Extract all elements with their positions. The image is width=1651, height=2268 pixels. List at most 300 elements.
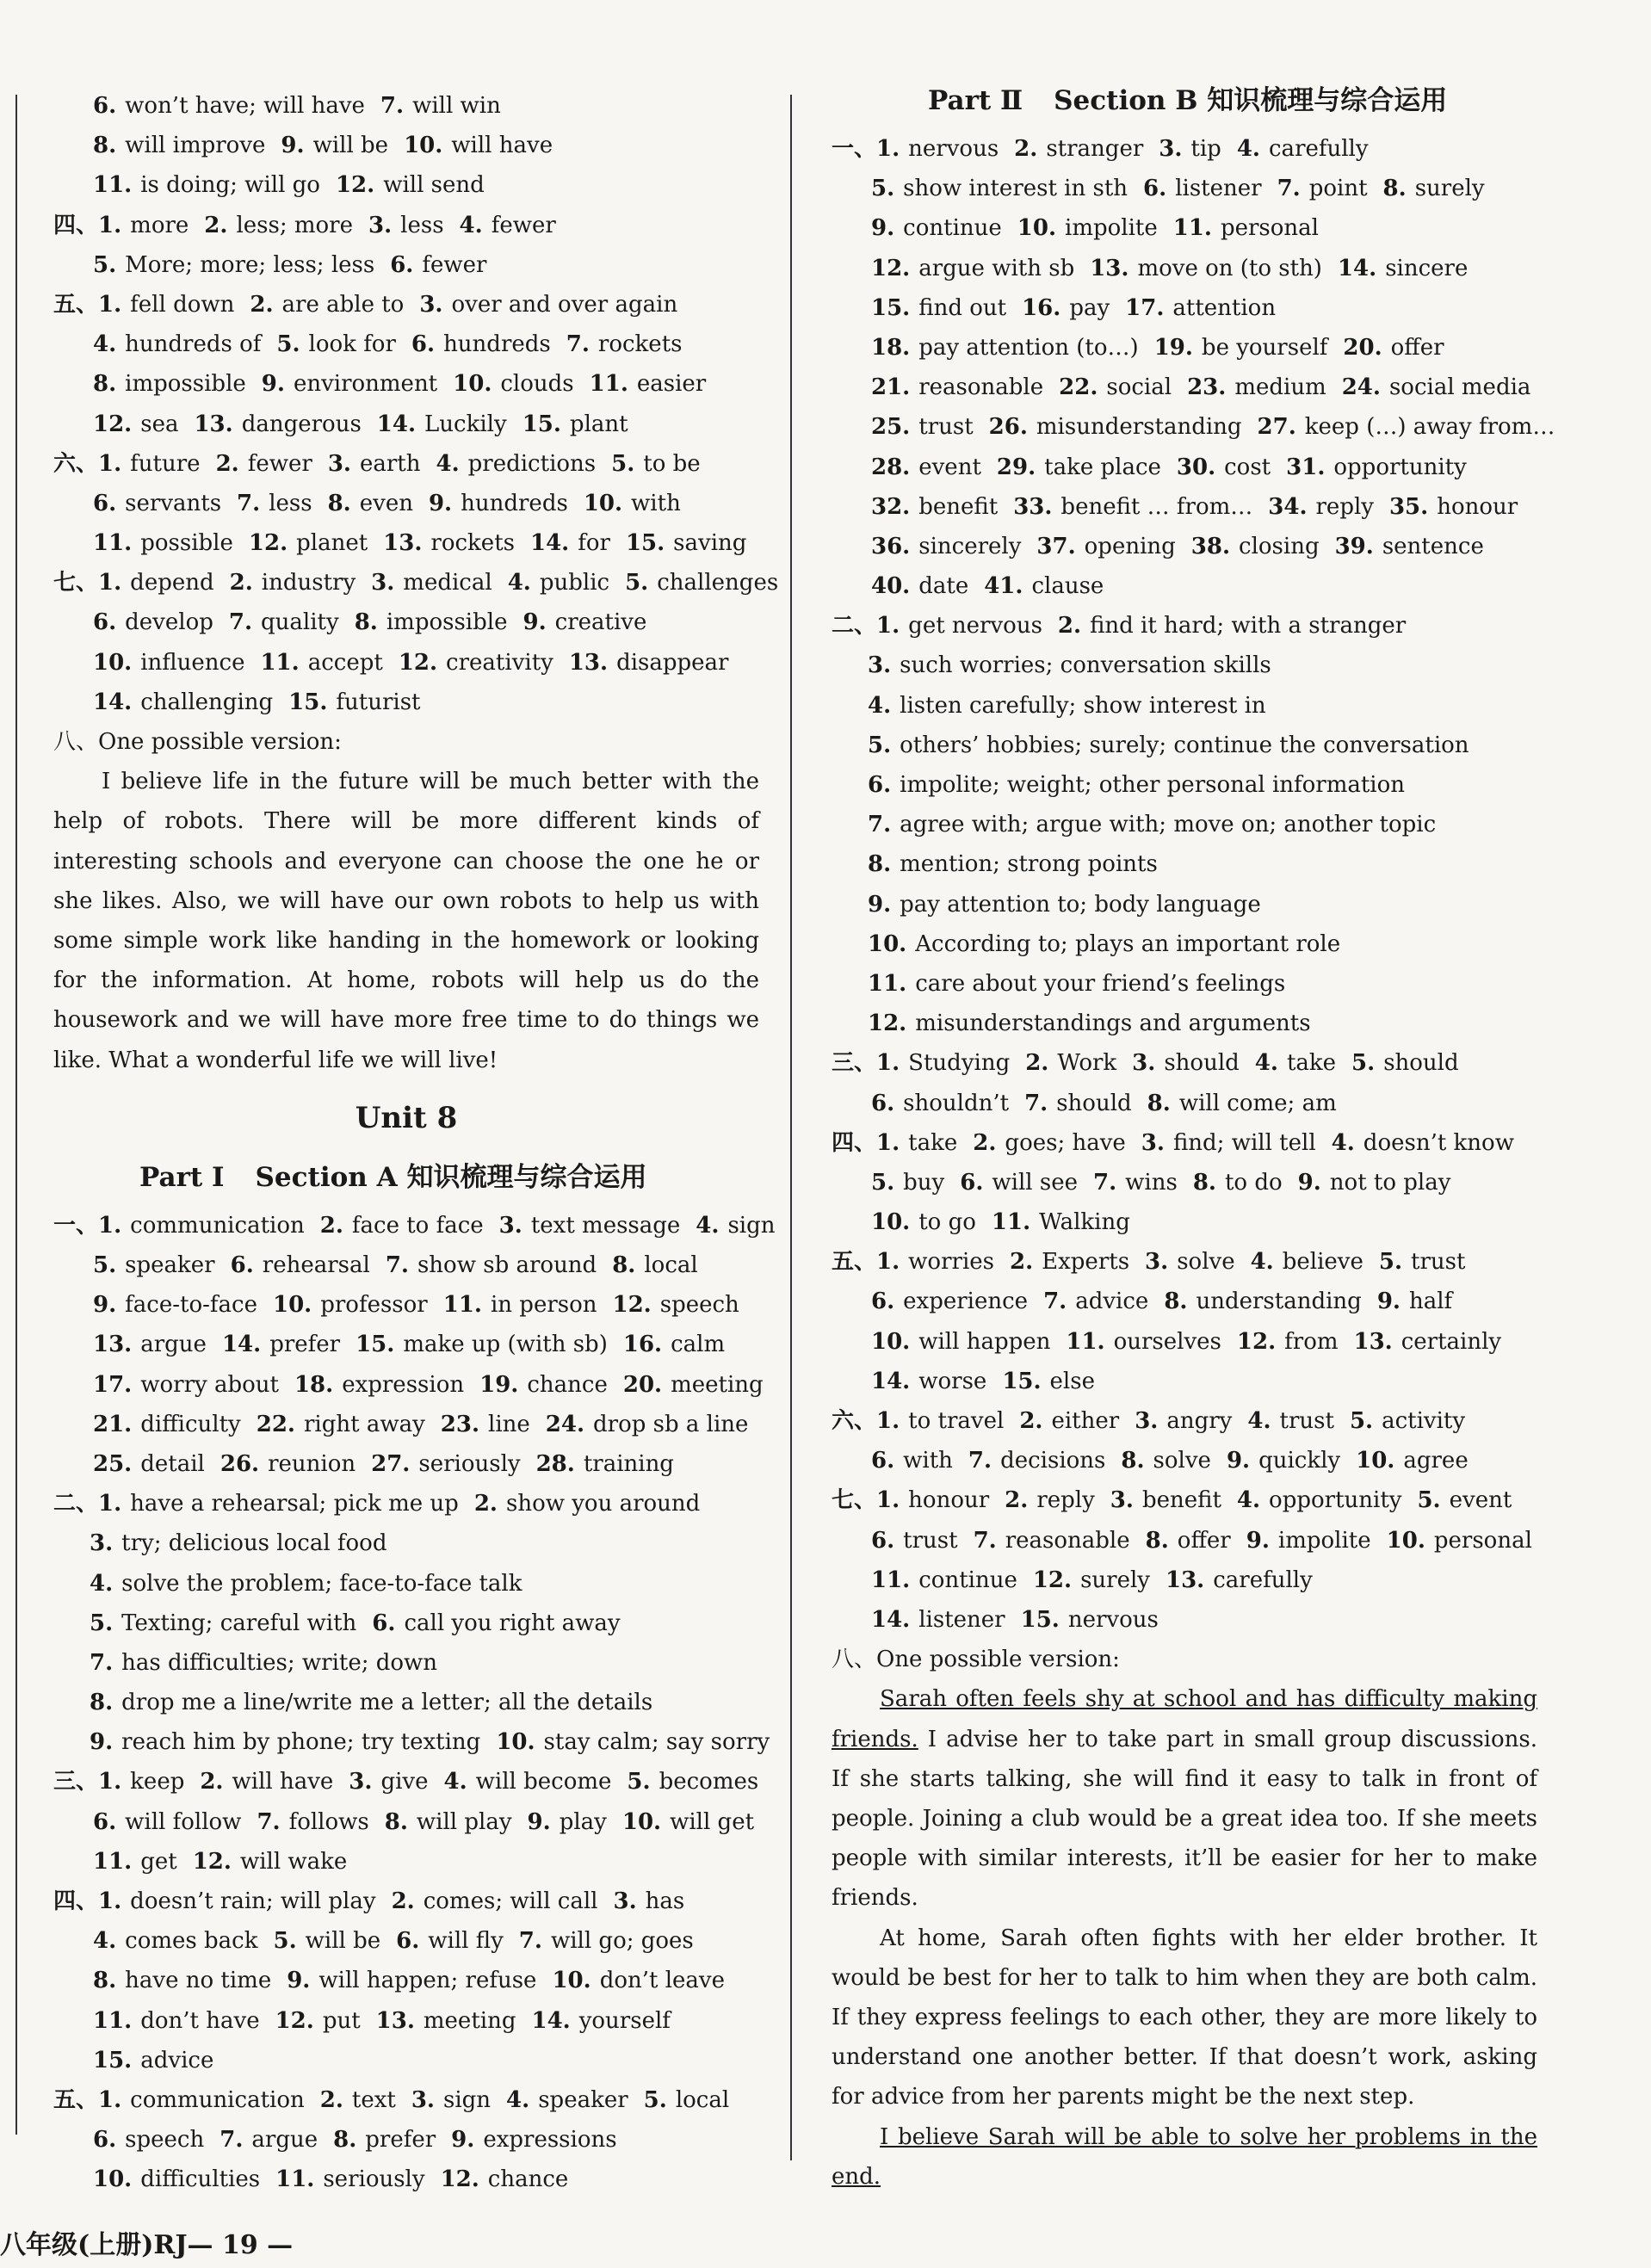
- answer-text: will wake: [239, 1848, 348, 1875]
- answer-item: [444, 1769, 612, 1795]
- answer-number: 8.: [1147, 1090, 1171, 1116]
- answer-item: [93, 689, 273, 715]
- answer-item: [1268, 494, 1374, 520]
- answer-text: benefit: [918, 493, 999, 520]
- answer-number: 12.: [612, 1292, 652, 1319]
- answer-line: [53, 2080, 759, 2120]
- answer-text: line: [488, 1411, 530, 1437]
- answer-number: 2.: [229, 570, 253, 596]
- answer-number: 8.: [93, 1968, 117, 1994]
- answer-text: to be: [643, 450, 701, 477]
- answer-line: [832, 368, 1537, 407]
- answer-item: [960, 1170, 1078, 1196]
- answer-text: keep (…) away from…: [1304, 414, 1555, 441]
- answer-item: [1025, 1050, 1116, 1076]
- answer-item: [876, 136, 999, 162]
- answer-number: 16.: [1022, 294, 1061, 321]
- answer-text: possible: [140, 530, 233, 557]
- answer-text: argue: [140, 1332, 207, 1358]
- answer-item: [419, 292, 677, 318]
- answer-number: 15.: [1002, 1368, 1042, 1394]
- answer-text: won’t have; will have: [125, 93, 365, 119]
- answer-item: [1043, 1288, 1148, 1314]
- answer-number: 3.: [1159, 136, 1183, 162]
- answer-text: dangerous: [241, 411, 362, 437]
- answer-item: [90, 1571, 523, 1597]
- left-margin-rule: [15, 95, 17, 2135]
- answer-item: [1002, 1369, 1095, 1394]
- answer-text: face to face: [351, 1212, 484, 1239]
- answer-item: [93, 411, 178, 437]
- answer-text: will happen: [918, 1328, 1051, 1355]
- answer-item: [519, 1928, 694, 1954]
- answer-item: [1059, 374, 1172, 400]
- answer-item: [377, 411, 507, 437]
- answer-text: others’ hobbies; surely; continue the conversation: [900, 732, 1469, 758]
- answer-item: [273, 1292, 428, 1318]
- answer-item: [868, 892, 1261, 918]
- answer-number: 2.: [204, 212, 228, 238]
- answer-text: text: [351, 2086, 396, 2113]
- answer-number: 15.: [871, 294, 911, 321]
- answer-number: 3.: [1145, 1249, 1169, 1276]
- answer-item: [876, 613, 1042, 639]
- answer-text: sincerely: [918, 533, 1022, 559]
- answer-item: [984, 573, 1104, 599]
- answer-text: medium: [1234, 374, 1326, 401]
- answer-item: [90, 1690, 652, 1715]
- answer-text: rockets: [430, 530, 515, 557]
- answer-number: 1.: [876, 1487, 900, 1514]
- answer-text: give: [380, 1769, 429, 1795]
- answer-line: [832, 1202, 1537, 1242]
- answer-line: [53, 1444, 759, 1484]
- answer-item: [220, 1451, 356, 1477]
- answer-number: 7.: [1043, 1288, 1067, 1315]
- answer-item: [276, 331, 396, 357]
- answer-item: [1066, 1329, 1221, 1355]
- answer-number: 6.: [93, 1808, 117, 1835]
- answer-item: [93, 1968, 271, 1993]
- answer-number: 9.: [428, 490, 453, 516]
- answer-item: [355, 609, 508, 635]
- answer-number: 9.: [871, 215, 895, 242]
- answer-text: reasonable: [918, 374, 1044, 401]
- answer-number: 2.: [250, 291, 274, 318]
- answer-text: surely: [1080, 1567, 1150, 1593]
- answer-text: worse: [918, 1368, 987, 1394]
- answer-item: [1036, 534, 1175, 559]
- answer-text: impossible: [386, 609, 508, 636]
- answer-item: [1237, 1329, 1339, 1355]
- answer-item: [404, 133, 553, 158]
- answer-number: 9.: [1297, 1169, 1321, 1196]
- answer-line: [832, 1441, 1537, 1480]
- answer-number: 24.: [1341, 374, 1381, 401]
- answer-item: [451, 2127, 616, 2153]
- answer-text: speaker: [125, 1252, 215, 1278]
- answer-text: pay attention to; body language: [900, 891, 1261, 918]
- answer-text: opening: [1084, 533, 1176, 559]
- answer-text: creativity: [446, 649, 553, 676]
- answer-number: 2.: [973, 1129, 997, 1156]
- answer-line: [53, 1961, 759, 2000]
- answer-text: quickly: [1258, 1448, 1341, 1474]
- answer-number: 26.: [988, 414, 1028, 441]
- answer-item: [1173, 215, 1319, 241]
- answer-number: 11.: [1172, 215, 1212, 242]
- answer-item: [1193, 1170, 1283, 1196]
- answer-number: 22.: [1059, 374, 1098, 401]
- answer-number: 23.: [1187, 374, 1227, 401]
- answer-number: 28.: [535, 1450, 575, 1477]
- answer-number: 11.: [93, 172, 133, 199]
- answer-text: servants: [125, 490, 222, 516]
- answer-text: personal: [1433, 1527, 1532, 1554]
- answer-number: 5.: [276, 331, 300, 358]
- answer-item: [871, 494, 998, 520]
- answer-number: 12.: [335, 172, 375, 199]
- answer-item: [1014, 136, 1143, 162]
- answer-text: yourself: [578, 2007, 671, 2034]
- section-heading: [832, 72, 1537, 129]
- answer-text: prefer: [365, 2127, 436, 2154]
- answer-text: closing: [1239, 533, 1320, 559]
- answer-text: listen carefully; show interest in: [900, 692, 1266, 719]
- answer-item: [528, 1809, 607, 1835]
- answer-item: [1033, 1567, 1150, 1593]
- answer-number: 14.: [529, 530, 570, 557]
- answer-item: [93, 133, 265, 158]
- answer-item: [1343, 335, 1444, 361]
- answer-text: impolite; weight; other personal information: [900, 772, 1406, 798]
- answer-item: [93, 530, 233, 556]
- answer-text: will fly: [428, 1928, 504, 1955]
- answer-text: comes; will call: [423, 1888, 598, 1914]
- answer-number: 10.: [1017, 215, 1056, 242]
- answer-text: training: [583, 1450, 674, 1477]
- section-marker: 二、: [832, 613, 877, 640]
- answer-line: [832, 646, 1537, 685]
- answer-text: believe: [1282, 1249, 1363, 1276]
- answer-text: cost: [1224, 454, 1271, 480]
- answer-item: [376, 2008, 516, 2034]
- answer-number: 1.: [98, 212, 122, 238]
- answer-text: Studying: [908, 1050, 1011, 1077]
- answer-number: 5.: [868, 732, 892, 758]
- answer-item: [1143, 176, 1262, 201]
- answer-line: [53, 285, 759, 324]
- answer-number: 10.: [1386, 1527, 1425, 1554]
- answer-number: 10.: [583, 490, 623, 516]
- answer-number: 7.: [518, 1928, 542, 1955]
- answer-number: 17.: [93, 1371, 133, 1398]
- answer-line: [53, 603, 759, 642]
- answer-number: 4.: [1254, 1050, 1278, 1077]
- answer-text: comes back: [125, 1928, 258, 1955]
- answer-item: [871, 1288, 1028, 1314]
- answer-text: less: [400, 212, 444, 238]
- answer-number: 8.: [93, 133, 117, 159]
- answer-number: 2.: [215, 450, 239, 477]
- answer-item: [336, 172, 485, 198]
- answer-text: speaker: [538, 2086, 628, 2113]
- answer-text: impossible: [125, 371, 246, 398]
- answer-text: detail: [140, 1450, 205, 1477]
- section-title: Section B 知识梳理与综合运用: [1054, 85, 1448, 116]
- answer-text: has: [645, 1888, 685, 1914]
- answer-line: [832, 1480, 1537, 1520]
- answer-text: disappear: [616, 649, 729, 676]
- answer-item: [1332, 1130, 1514, 1156]
- answer-text: creative: [554, 609, 647, 636]
- essay-paragraph-3: [832, 2117, 1537, 2197]
- answer-lines: [53, 86, 779, 722]
- answer-text: benefit: [1141, 1487, 1221, 1514]
- answer-item: [93, 650, 244, 676]
- answer-item: [868, 652, 1271, 678]
- answer-text: to travel: [908, 1408, 1005, 1434]
- answer-text: event: [1449, 1487, 1512, 1514]
- answer-item: [93, 1372, 279, 1398]
- answer-line: [53, 1325, 759, 1364]
- answer-item: [90, 1650, 437, 1676]
- answer-item: [968, 1448, 1105, 1474]
- answer-text: has difficulties; write; down: [121, 1649, 438, 1676]
- answer-number: 11.: [868, 970, 907, 997]
- answer-item: [1132, 1050, 1240, 1076]
- page-footer: 八年级(上册)RJ— 19 —: [0, 2230, 294, 2260]
- answer-line: [53, 1365, 764, 1405]
- answer-item: [93, 2008, 260, 2034]
- answer-item: [584, 491, 681, 516]
- answer-line: [53, 206, 759, 245]
- answer-item: [871, 374, 1043, 400]
- answer-line: [832, 1362, 1537, 1401]
- answer-number: 5.: [627, 1769, 651, 1795]
- answer-text: with: [631, 490, 681, 516]
- answer-number: 8.: [90, 1690, 114, 1716]
- answer-number: 4.: [507, 570, 531, 596]
- answer-number: 25.: [871, 414, 911, 441]
- answer-number: 11.: [1066, 1328, 1105, 1355]
- answer-item: [390, 252, 486, 278]
- answer-text: Work: [1057, 1050, 1117, 1077]
- answer-text: fewer: [491, 212, 556, 238]
- answer-number: 22.: [256, 1411, 295, 1437]
- answer-line: [832, 885, 1537, 924]
- essay-underlined-conclusion: I believe Sarah will be able to solve her problems in the end.: [832, 2123, 1537, 2190]
- answer-text: solve: [1177, 1249, 1235, 1276]
- answer-number: 1.: [98, 1491, 122, 1517]
- answer-text: for: [578, 530, 610, 557]
- answer-text: Walking: [1039, 1209, 1130, 1236]
- answer-number: 8.: [93, 371, 117, 398]
- answer-number: 3.: [1132, 1050, 1156, 1077]
- answer-text: will happen; refuse: [318, 1968, 537, 1994]
- answer-text: will win: [412, 93, 501, 119]
- answer-item: [506, 2087, 628, 2113]
- answer-item: [93, 252, 374, 278]
- answer-item: [257, 1809, 368, 1835]
- answer-text: call you right away: [404, 1610, 621, 1636]
- answer-item: [1125, 295, 1276, 321]
- answer-item: [868, 812, 1436, 837]
- answer-item: [536, 1451, 674, 1477]
- answer-item: [871, 414, 974, 440]
- answer-item: [250, 292, 404, 318]
- answer-item: [281, 133, 388, 158]
- answer-number: 19.: [479, 1371, 519, 1398]
- answer-item: [1010, 1249, 1129, 1275]
- answer-text: angry: [1166, 1408, 1233, 1434]
- answer-number: 10.: [1356, 1448, 1395, 1474]
- answer-line: [832, 606, 1537, 646]
- answer-number: 19.: [1153, 334, 1193, 361]
- answer-line: [832, 1163, 1537, 1202]
- answer-number: 3.: [419, 291, 443, 318]
- answer-text: look for: [308, 331, 396, 358]
- answer-item: [871, 1528, 958, 1554]
- answer-number: 1.: [98, 291, 122, 318]
- answer-text: play: [559, 1808, 607, 1835]
- answer-item: [399, 650, 553, 676]
- answer-number: 6.: [871, 1090, 895, 1116]
- answer-text: stay calm; say sorry: [543, 1729, 770, 1756]
- answer-text: stranger: [1046, 136, 1144, 162]
- answer-text: listener: [1175, 176, 1262, 202]
- answer-item: [623, 1332, 725, 1357]
- answer-line: [832, 487, 1537, 527]
- answer-line: [832, 726, 1537, 765]
- answer-number: 2.: [1057, 613, 1082, 640]
- answer-item: [1246, 1528, 1371, 1554]
- answer-item: [1338, 256, 1468, 281]
- answer-text: tip: [1190, 136, 1221, 162]
- answer-line: [53, 405, 759, 444]
- answer-lines: [53, 1206, 776, 2200]
- answer-text: have a rehearsal; pick me up: [130, 1491, 459, 1517]
- answer-number: 7.: [973, 1527, 997, 1554]
- answer-text: personal: [1220, 215, 1319, 242]
- answer-text: either: [1051, 1408, 1120, 1434]
- answer-text: get: [140, 1848, 177, 1875]
- answer-text: prefer: [269, 1332, 341, 1358]
- answer-number: 10.: [453, 371, 492, 398]
- answer-number: 3.: [411, 2086, 435, 2113]
- answer-text: medical: [403, 570, 492, 596]
- answer-item: [523, 609, 646, 635]
- answer-number: 7.: [228, 609, 253, 636]
- answer-text: reach him by phone; try texting: [121, 1729, 481, 1756]
- answer-number: 3.: [868, 652, 892, 679]
- answer-text: decisions: [1000, 1448, 1106, 1474]
- answer-line: [53, 1762, 759, 1801]
- answer-item: [1247, 1408, 1334, 1434]
- answer-text: sign: [443, 2086, 492, 2113]
- answer-number: 7.: [868, 812, 892, 838]
- answer-number: 10.: [868, 930, 907, 957]
- answer-item: [93, 1332, 207, 1357]
- answer-item: [328, 451, 421, 477]
- essay-paragraph-1: [832, 1679, 1537, 1918]
- answer-lines: [832, 129, 1555, 1640]
- answer-line: [53, 126, 759, 165]
- answer-item: [386, 1252, 597, 1278]
- answer-item: [1191, 534, 1320, 559]
- answer-text: show interest in sth: [903, 176, 1128, 202]
- answer-line: [832, 169, 1537, 208]
- answer-text: agree: [1403, 1448, 1469, 1474]
- answer-item: [93, 491, 221, 516]
- answer-number: 4.: [1236, 136, 1260, 162]
- answer-number: 2.: [1009, 1249, 1034, 1276]
- answer-number: 10.: [404, 133, 443, 159]
- answer-item: [275, 2166, 424, 2192]
- answer-number: 12.: [398, 649, 438, 676]
- answer-item: [871, 176, 1128, 201]
- answer-text: drop sb a line: [593, 1411, 749, 1437]
- answer-text: will become: [475, 1769, 612, 1795]
- answer-text: reunion: [268, 1450, 356, 1477]
- answer-number: 2.: [200, 1769, 224, 1795]
- answer-text: such worries; conversation skills: [900, 652, 1271, 679]
- answer-item: [1021, 1607, 1159, 1633]
- answer-item: [441, 1412, 530, 1437]
- answer-item: [531, 2008, 670, 2034]
- section-heading: [53, 1149, 759, 1206]
- answer-line: [832, 1242, 1537, 1282]
- answer-item: [411, 331, 551, 357]
- answer-item: [436, 451, 596, 477]
- answer-line: [53, 165, 759, 205]
- answer-text: find; will tell: [1172, 1129, 1316, 1156]
- answer-item: [93, 172, 320, 198]
- answer-line: [832, 924, 1537, 964]
- answer-item: [1187, 374, 1326, 400]
- answer-text: industry: [261, 570, 356, 596]
- answer-item: [93, 2127, 204, 2153]
- answer-text: More; more; less; less: [125, 251, 375, 278]
- answer-item: [530, 530, 610, 556]
- answer-item: [1017, 215, 1158, 241]
- answer-number: 8.: [1382, 176, 1407, 202]
- answer-line: [832, 1004, 1537, 1043]
- answer-item: [627, 1769, 758, 1795]
- answer-number: 20.: [622, 1371, 663, 1398]
- answer-item: [443, 1292, 597, 1318]
- answer-item: [93, 1252, 215, 1278]
- answer-text: rehearsal: [262, 1252, 370, 1278]
- answer-text: activity: [1382, 1408, 1466, 1434]
- answer-number: 12.: [1236, 1328, 1277, 1355]
- answer-number: 15.: [356, 1332, 395, 1358]
- answer-item: [93, 1292, 257, 1318]
- answer-text: face-to-face: [125, 1292, 257, 1319]
- answer-number: 13.: [375, 2007, 415, 2034]
- answer-text: text message: [530, 1212, 681, 1239]
- answer-number: 12.: [1032, 1567, 1073, 1593]
- answer-text: communication: [130, 2086, 305, 2113]
- answer-number: 4.: [443, 1769, 467, 1795]
- answer-text: expressions: [483, 2127, 617, 2154]
- answer-text: local: [644, 1252, 698, 1278]
- answer-line: [53, 1245, 759, 1285]
- answer-text: mention; strong points: [900, 851, 1158, 878]
- answer-text: will see: [992, 1169, 1078, 1196]
- answer-number: 12.: [93, 411, 133, 437]
- answer-number: 3.: [349, 1769, 373, 1795]
